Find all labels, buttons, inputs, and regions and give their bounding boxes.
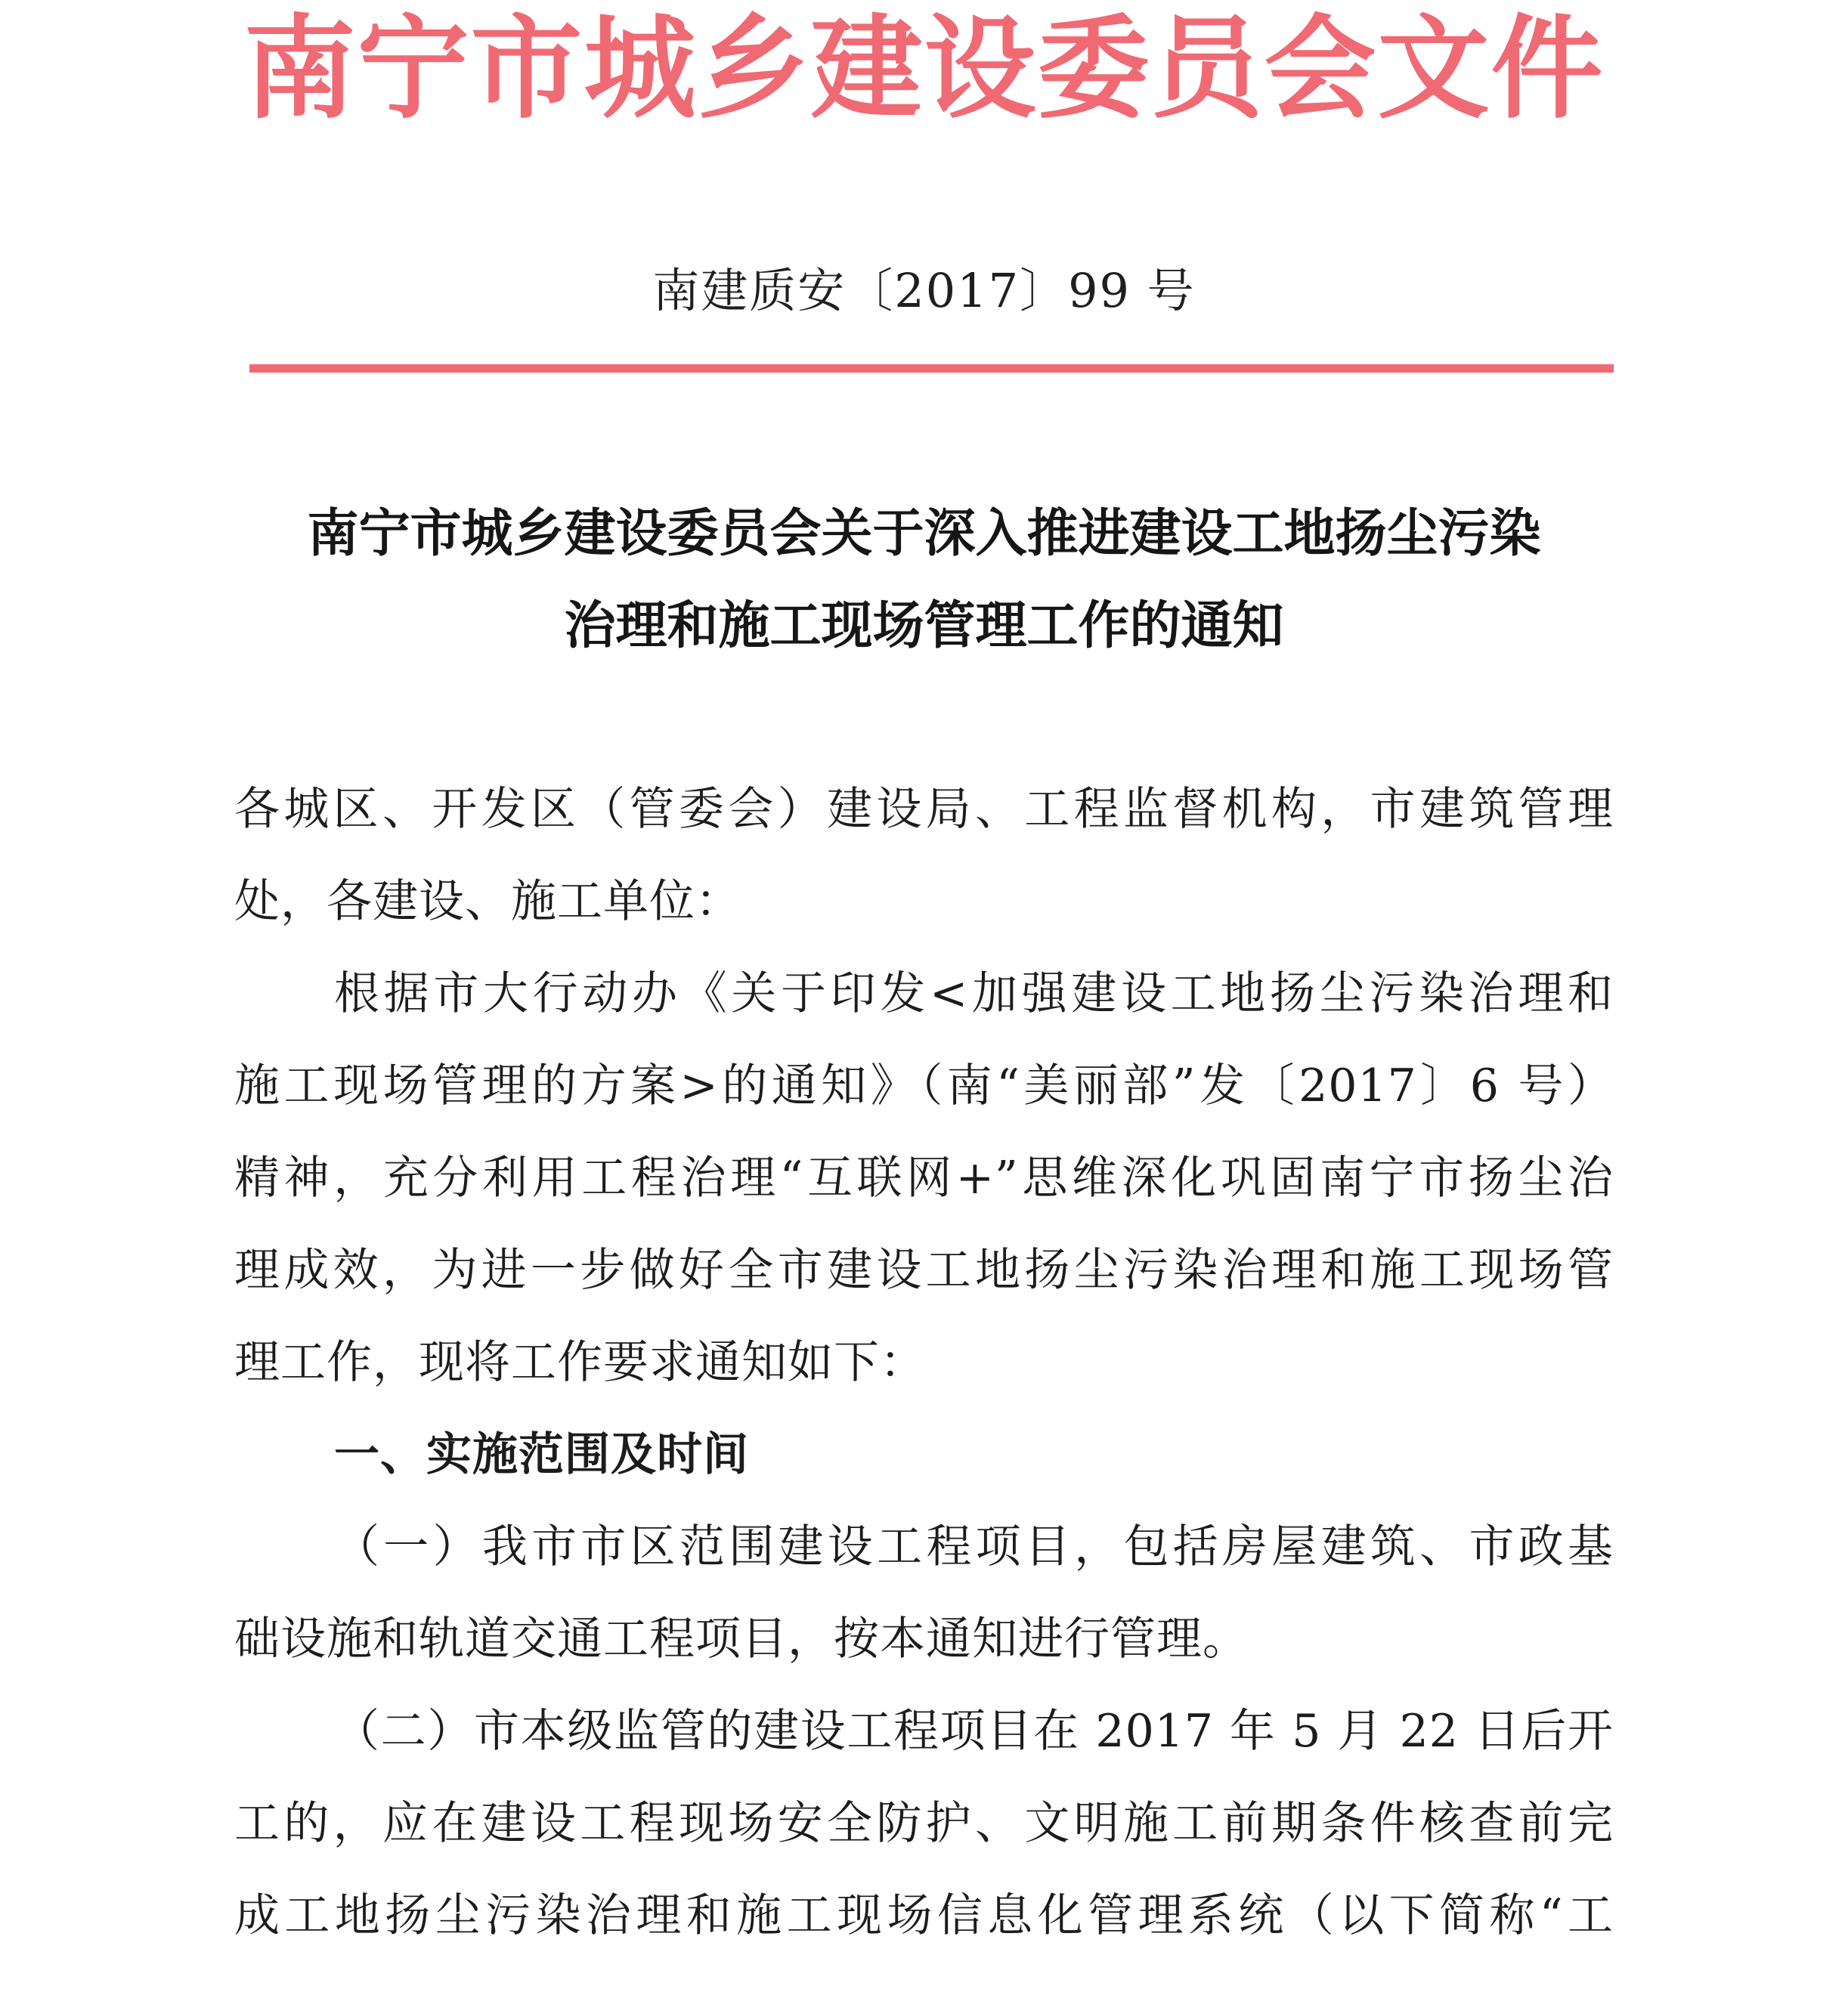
item-line: （一）我市市区范围建设工程项目，包括房屋建筑、市政基	[334, 1520, 1614, 1573]
item-line: 成工地扬尘污染治理和施工现场信息化管理系统（以下简称“工	[234, 1889, 1614, 1942]
item-line: （二）市本级监管的建设工程项目在 2017 年 5 月 22 日后开	[334, 1705, 1614, 1758]
document-body	[234, 763, 1614, 1962]
item-line: 础设施和轨道交通工程项目，按本通知进行管理。	[234, 1613, 1249, 1666]
issuing-authority-header: 南宁市城乡建设委员会文件	[243, 2, 1605, 134]
document-number: 南建质安〔2017〕99 号	[652, 263, 1196, 318]
paragraph-line: 根据市大行动办《关于印发<加强建设工地扬尘污染治理和	[334, 967, 1614, 1020]
paragraph-line: 施工现场管理的方案>的通知》（南“美丽部”发〔2017〕6 号）	[234, 1059, 1614, 1112]
addressee-line-2: 处，各建设、施工单位：	[234, 875, 741, 928]
item-line: 工的，应在建设工程现场安全防护、文明施工前期条件核查前完	[234, 1797, 1614, 1850]
header-separator-line	[249, 364, 1614, 373]
title-line-1: 南宁市城乡建设委员会关于深入推进建设工地扬尘污染	[307, 503, 1541, 564]
title-line-2: 治理和施工现场管理工作的通知	[564, 595, 1284, 656]
paragraph-line: 理成效，为进一步做好全市建设工地扬尘污染治理和施工现场管	[234, 1244, 1614, 1297]
paragraph-line: 理工作，现将工作要求通知如下：	[234, 1336, 926, 1389]
addressee-line-1: 各城区、开发区（管委会）建设局、工程监督机构，市建筑管理	[234, 783, 1614, 836]
paragraph-line: 精神，充分利用工程治理“互联网+”思维深化巩固南宁市扬尘治	[234, 1152, 1614, 1205]
document-title	[234, 487, 1614, 672]
section-heading: 一、实施范围及时间	[334, 1428, 749, 1481]
